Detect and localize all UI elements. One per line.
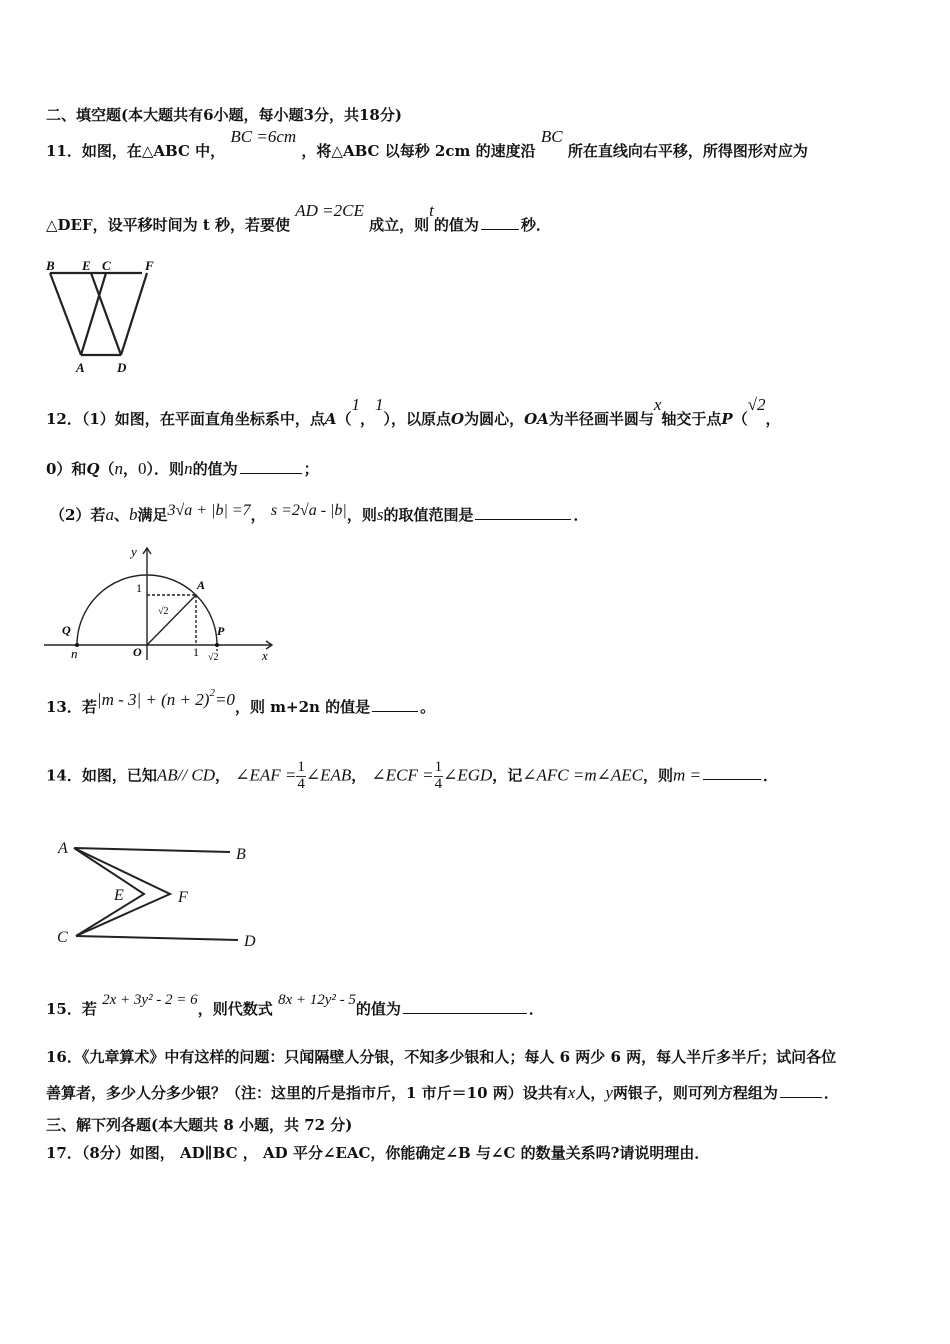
q12-fig-p-label: P — [217, 624, 225, 638]
q12-text-7: （ — [732, 410, 748, 428]
q12-condition-1: 3√a + |b| =7 — [167, 502, 251, 519]
q12-text-4: 为圆心， — [464, 410, 525, 428]
q14-label-c: C — [57, 929, 68, 946]
q15-text-2: ，则代数式 — [197, 1000, 273, 1018]
q12-text-5: 为半径画半圆与 — [548, 410, 654, 428]
question-12-line-1 — [46, 395, 781, 429]
q15-answer-blank[interactable] — [403, 1012, 527, 1014]
q12-text-1: （1）如图，在平面直角坐标系中，点 — [81, 410, 325, 428]
q14-comma-2: ， — [351, 766, 367, 785]
q12-point-o: O — [451, 410, 465, 428]
q12-p2-text-1: （2）若 — [50, 506, 106, 524]
q12-zero: 0 — [138, 459, 147, 478]
q12-answer-blank-1[interactable] — [240, 472, 302, 474]
q12-text-6: 轴交于点 — [661, 410, 722, 428]
q13-exponent: 2 — [209, 687, 215, 699]
q15-number: 15． — [46, 1000, 82, 1018]
q11-label-b: B — [46, 258, 55, 273]
q12-text-3: ），以原点 — [383, 410, 452, 428]
q14-text-1: 如图，已知 — [81, 766, 157, 785]
q14-parallel: AB// CD — [156, 765, 215, 785]
q12-n-2: n — [184, 459, 193, 478]
q13-number: 13． — [46, 698, 82, 716]
q12-cond-sep: ， — [250, 506, 266, 524]
q12-comma: ， — [359, 410, 375, 428]
q12-n: n — [114, 459, 124, 478]
q16-x: x — [567, 1083, 576, 1102]
q11-text-6: 的值为 — [433, 216, 479, 234]
q11-figure — [44, 256, 164, 378]
question-16-line-2 — [46, 1082, 839, 1103]
q12-p2-text-4: 的取值范围是 — [383, 506, 474, 524]
q14-text-3: ，则 — [643, 766, 674, 785]
q14-label-d: D — [244, 933, 256, 950]
q12-text-13: 的值为 — [192, 460, 238, 478]
q12-text-11: ， — [123, 460, 139, 478]
q14-answer-blank[interactable] — [703, 778, 761, 780]
q12-text-9: 0）和 — [46, 460, 87, 478]
q12-fig-x-label: x — [262, 648, 268, 663]
q14-label-e: E — [114, 887, 124, 904]
q11-answer-blank[interactable] — [481, 228, 519, 230]
q15-text-1: 若 — [81, 1000, 97, 1018]
q12-text-12: ）．则 — [146, 460, 185, 478]
q11-text-3: 所在直线向右平移，所得图形对应为 — [567, 142, 808, 160]
q12-p2-text-5: ． — [573, 506, 589, 524]
q11-label-d: D — [117, 360, 127, 375]
section-3-heading: 三、解下列各题(本大题共 8 小题，共 72 分) — [46, 1116, 353, 1134]
question-15 — [46, 992, 544, 1019]
question-16-line-1: 16．《九章算术》中有这样的问题：只闻隔壁人分银，不知多少银和人；每人 6 两少 6 两，每人半斤多半斤；试问各位 — [46, 1048, 837, 1066]
q14-frac1-num: 1 — [297, 759, 305, 775]
q12-s: s — [376, 505, 384, 524]
q15-text-3: 的值为 — [355, 1000, 401, 1018]
q12-condition-2: s =2√a - |b| — [270, 502, 347, 519]
question-12-line-2 — [46, 458, 319, 479]
q11-number: 11． — [46, 142, 82, 160]
q14-m-eq: m = — [673, 765, 702, 785]
q11-label-c: C — [102, 258, 111, 273]
q14-angle-eab: ∠EAB — [305, 765, 352, 785]
q14-fraction-2 — [434, 760, 444, 793]
question-13 — [46, 687, 436, 717]
q14-relation: ∠AFC =m∠AEC — [522, 765, 643, 785]
q15-expression: 8x + 12y² - 5 — [277, 992, 356, 1008]
q11-text-7: 秒． — [520, 216, 551, 234]
q14-label-f: F — [178, 889, 188, 906]
q11-text-1: 如图，在△ABC 中， — [81, 142, 226, 160]
q14-angle-ecf: ∠ECF = — [371, 765, 434, 785]
q13-text-3: 。 — [420, 698, 436, 716]
q12-fig-one-y: 1 — [136, 581, 142, 595]
question-11-line-1 — [46, 127, 808, 161]
q12-b: b — [128, 505, 138, 524]
q11-label-f: F — [145, 258, 154, 273]
q12-sep: 、 — [113, 506, 129, 524]
question-17: 17．（8分）如图， AD∥BC ， AD 平分∠EAC，你能确定∠B 与∠C 的数量关系吗?请说明理由． — [46, 1144, 710, 1162]
q16-text-2b: 人， — [575, 1084, 606, 1102]
q14-frac1-den: 4 — [297, 775, 305, 792]
question-14 — [46, 760, 778, 793]
q13-equals: =0 — [214, 690, 235, 709]
q12-fig-sqrt2-x: √2 — [208, 652, 219, 663]
q14-label-b: B — [236, 846, 246, 863]
q12-sqrt2: √2 — [747, 395, 766, 414]
q12-a: a — [105, 505, 114, 524]
q11-text-5: 成立，则 — [369, 216, 430, 234]
q12-fig-q-label: Q — [62, 623, 71, 637]
q12-text-10: （ — [99, 460, 115, 478]
q15-equation: 2x + 3y² - 2 = 6 — [102, 992, 198, 1008]
q12-fig-n-label: n — [71, 646, 78, 661]
question-11-line-2 — [46, 201, 551, 235]
q12-p2-text-3: ，则 — [346, 506, 377, 524]
q12-point-q: Q — [86, 460, 100, 478]
q14-comma-1: ， — [214, 766, 230, 785]
q13-text-2: ，则 m+2n 的值是 — [234, 698, 371, 716]
q11-formula-ad: AD =2CE — [295, 201, 364, 220]
q14-text-2: ，记 — [492, 766, 523, 785]
q16-text-2c: 两银子，则可列方程组为 — [612, 1084, 778, 1102]
q14-label-a: A — [58, 840, 68, 857]
q12-p2-text-2: 满足 — [137, 506, 168, 524]
q11-label-e: E — [82, 258, 91, 273]
q14-figure — [52, 832, 272, 956]
q11-text-2: ，将△ABC 以每秒 2cm 的速度沿 — [301, 142, 536, 160]
q11-text-4: △DEF，设平移时间为 t 秒，若要使 — [46, 216, 291, 234]
q13-text-1: 若 — [81, 698, 97, 716]
section-2-heading: 二、填空题(本大题共有6小题，每小题3分，共18分) — [46, 106, 402, 124]
q12-one-2: 1 — [375, 395, 384, 414]
q14-frac2-num: 1 — [434, 759, 443, 775]
q12-answer-blank-2[interactable] — [475, 518, 571, 520]
q12-x-axis: x — [653, 395, 662, 414]
q11-label-a: A — [76, 360, 85, 375]
q14-angle-eaf: ∠EAF = — [235, 765, 297, 785]
q16-y: y — [605, 1083, 613, 1102]
q16-answer-blank[interactable] — [780, 1096, 822, 1098]
q14-fraction-1 — [296, 760, 306, 793]
q12-fig-sqrt2-inner: √2 — [158, 606, 169, 617]
q11-formula-bc-2: BC — [540, 127, 563, 146]
q12-oa: OA — [524, 410, 549, 428]
q16-text-2d: ． — [823, 1084, 839, 1102]
q16-text-2a: 善算者，多少人分多少银？（注：这里的斤是指市斤，1 市斤＝10 两）设共有 — [46, 1084, 568, 1102]
q11-formula-t: t — [429, 201, 434, 220]
q12-text-8: ， — [765, 410, 781, 428]
q12-fig-y-label: y — [131, 544, 137, 559]
q12-fig-a-label: A — [197, 578, 206, 592]
q14-frac2-den: 4 — [434, 775, 443, 792]
q12-fig-o-label: O — [133, 645, 142, 659]
q12-text-2: （ — [336, 410, 352, 428]
q13-answer-blank[interactable] — [372, 710, 418, 712]
q14-text-4: ． — [763, 766, 779, 785]
q12-point-a: A — [324, 410, 337, 428]
q12-figure — [40, 542, 280, 666]
q14-number: 14． — [46, 766, 82, 785]
q15-text-4: ． — [528, 1000, 544, 1018]
q12-one-1: 1 — [351, 395, 360, 414]
q14-angle-egd: ∠EGD — [443, 765, 493, 785]
q11-formula-bc: BC =6cm — [230, 127, 297, 146]
q13-expression: |m - 3| + (n + 2) — [96, 690, 210, 709]
q12-number: 12． — [46, 410, 82, 428]
q12-text-14: ； — [303, 460, 319, 478]
question-12-part-2 — [50, 504, 589, 525]
q12-point-p: P — [721, 410, 733, 428]
q12-fig-one-x: 1 — [193, 645, 199, 659]
